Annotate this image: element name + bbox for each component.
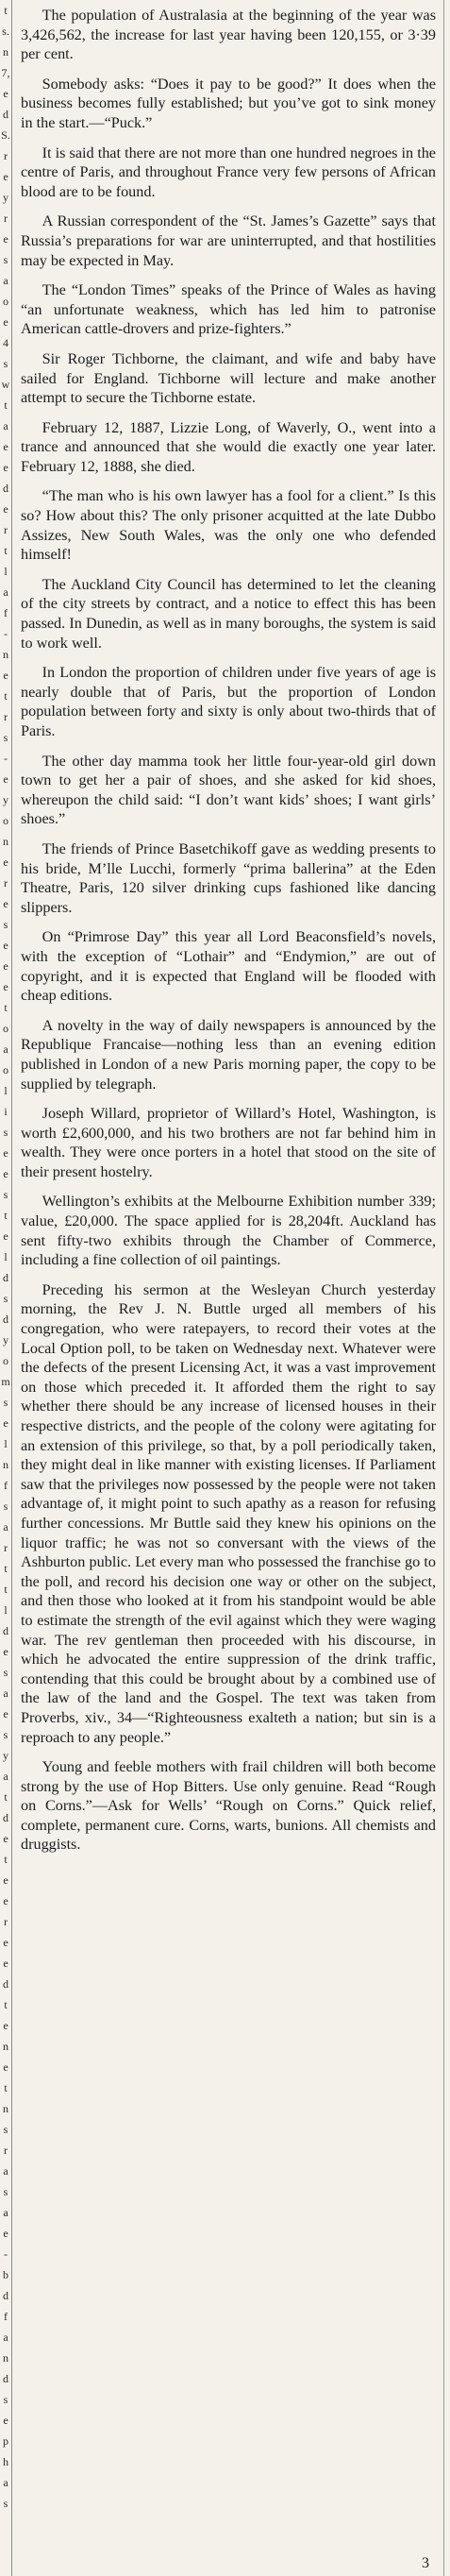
margin-char: a bbox=[3, 2330, 8, 2344]
margin-char: e bbox=[3, 1229, 8, 1243]
margin-char: e bbox=[3, 897, 8, 910]
margin-char: i bbox=[4, 1105, 8, 1118]
margin-char: b bbox=[3, 2268, 8, 2281]
margin-char: w bbox=[1, 378, 10, 391]
margin-char: e bbox=[3, 1416, 8, 1430]
margin-char: e bbox=[3, 2414, 8, 2427]
adjacent-column-edge bbox=[0, 0, 12, 2576]
margin-char: e bbox=[3, 959, 8, 973]
margin-char: a bbox=[3, 419, 8, 432]
margin-char: n bbox=[3, 648, 8, 661]
paragraph: The other day mamma took her little four-year-old girl down town to get her a pair of shoes, and she asked for kid shoes, whereupon the child said: “I don’t want kids’ shoes; I want girls’ shoes.” bbox=[21, 752, 436, 828]
margin-char: n bbox=[3, 45, 8, 59]
margin-char: d bbox=[3, 1811, 8, 1824]
margin-char: f bbox=[4, 1479, 8, 1492]
margin-char: s bbox=[3, 918, 8, 931]
margin-char: a bbox=[3, 274, 8, 287]
margin-char: r bbox=[4, 1915, 8, 1928]
margin-char: 7, bbox=[1, 66, 10, 79]
margin-char: d bbox=[3, 482, 8, 495]
margin-char: y bbox=[3, 1333, 8, 1347]
margin-char: t bbox=[4, 1001, 8, 1014]
margin-char: o bbox=[3, 1063, 8, 1076]
margin-char: s bbox=[3, 1500, 8, 1513]
margin-char: o bbox=[3, 1022, 8, 1035]
margin-char: o bbox=[3, 814, 8, 827]
margin-char: e bbox=[3, 1957, 8, 1970]
margin-char: e bbox=[3, 1167, 8, 1180]
paragraph: Somebody asks: “Does it pay to be good?” It does when the business becomes fully established; but you’ve got to sink money in the start.—“Puck.” bbox=[21, 75, 436, 131]
margin-char: l bbox=[4, 1084, 8, 1097]
paragraph: “The man who is his own lawyer has a fool for a client.” Is this so? How about this? The only prisoner acquitted at the late Dubbo Assizes, New South Wales, was the only one who defended himself! bbox=[21, 487, 436, 564]
margin-char: e bbox=[3, 856, 8, 869]
margin-char: s bbox=[3, 1396, 8, 1409]
margin-char: e bbox=[3, 2060, 8, 2074]
paragraph: Sir Roger Tichborne, the claimant, and wife and baby have sailed for England. Tichborne will lecture and make another attempt to secure the Tichborne estate. bbox=[21, 349, 436, 407]
margin-char: t bbox=[4, 1853, 8, 1866]
margin-char: a bbox=[3, 1686, 8, 1700]
margin-char: e bbox=[3, 87, 8, 100]
margin-char: s bbox=[3, 2497, 8, 2510]
margin-char: t bbox=[4, 544, 8, 557]
margin-char: n bbox=[3, 835, 8, 848]
margin-char: t bbox=[4, 1209, 8, 1222]
margin-char: e bbox=[3, 1832, 8, 1845]
margin-char: r bbox=[4, 149, 8, 162]
margin-char: s bbox=[3, 2185, 8, 2198]
margin-char: e bbox=[3, 1146, 8, 1160]
margin-char: s bbox=[3, 1292, 8, 1305]
margin-char: e bbox=[3, 1936, 8, 1949]
margin-char: t bbox=[4, 4, 8, 17]
margin-char: d bbox=[3, 1977, 8, 1991]
margin-char: a bbox=[3, 2206, 8, 2219]
margin-char: s bbox=[3, 1188, 8, 1201]
margin-char: t bbox=[4, 1790, 8, 1804]
margin-char: e bbox=[3, 232, 8, 246]
margin-char: d bbox=[3, 2372, 8, 2385]
margin-char: a bbox=[3, 2476, 8, 2489]
margin-char: h bbox=[3, 2455, 8, 2468]
margin-char: e bbox=[3, 2019, 8, 2032]
margin-char: t bbox=[4, 689, 8, 703]
margin-char: y bbox=[3, 793, 8, 806]
margin-char: r bbox=[4, 710, 8, 723]
margin-char: r bbox=[4, 2144, 8, 2157]
margin-char: d bbox=[3, 1624, 8, 1637]
margin-char: a bbox=[3, 585, 8, 599]
margin-char: e bbox=[3, 502, 8, 516]
margin-char: s. bbox=[2, 25, 9, 38]
margin-char: - bbox=[4, 2247, 8, 2261]
margin-char: e bbox=[3, 669, 8, 682]
margin-char: e bbox=[3, 980, 8, 993]
margin-char: e bbox=[3, 772, 8, 786]
margin-char: s bbox=[3, 357, 8, 370]
margin-char: l bbox=[4, 565, 8, 578]
margin-char: f bbox=[4, 606, 8, 619]
paragraph: On “Primrose Day” this year all Lord Beaconsfield’s novels, with the exception of “Lothair” and “Endymion,” are out of copyright, and it is expected that England will be flooded with cheap editions. bbox=[21, 928, 436, 1005]
margin-char: r bbox=[4, 1541, 8, 1554]
margin-char: d bbox=[3, 1271, 8, 1284]
margin-char: e bbox=[3, 1873, 8, 1887]
paragraph: Wellington’s exhibits at the Melbourne Exhibition number 339; value, £20,000. The space applied for is 28,204ft. Auckland has sent fifty-two exhibits through the Chamber of Commerce, including a fine collection of oil paintings. bbox=[21, 1193, 436, 1269]
margin-char: e bbox=[3, 315, 8, 329]
paragraph: February 12, 1887, Lizzie Long, of Waverly, O., went into a trance and announced that she would die exactly one year later. February 12, 1888, she died. bbox=[21, 418, 436, 475]
margin-char: n bbox=[3, 2351, 8, 2364]
paragraph: The population of Australasia at the beginning of the year was 3,426,562, the increase for last year having been 120,155, or 3·39 per cent. bbox=[21, 7, 436, 63]
margin-char: e bbox=[3, 1645, 8, 1658]
margin-char: d bbox=[3, 108, 8, 121]
margin-char: e bbox=[3, 170, 8, 183]
article-column bbox=[21, 6, 436, 1865]
margin-char: s bbox=[3, 1126, 8, 1139]
margin-char: 4 bbox=[3, 336, 8, 349]
margin-char: t bbox=[4, 1998, 8, 2011]
margin-char: r bbox=[4, 523, 8, 536]
paragraph: Preceding his sermon at the Wesleyan Church yesterday morning, the Rev J. N. Buttle urged all members of his congregation, who were ratepayers, to record their votes at the Local Option poll, to be taken on Wednesday next. Whatever were the defects of the present Licensing Act, it was a vast improvement on those which preceded it. It afforded them the right to say whether there should be any increase of licensed houses in their respective districts, and the people of the colony were agitating for an extension of this privilege, so that, by a poll periodically taken, they might deal in like manner with existing licenses. If Parliament saw that the privileges now possessed by the people were not taken advantage of, it might point to such apathy as a reason for refusing further concessions. Mr Buttle said they knew his opinions on the liquor traffic; he was not so conversant with the views of the Ashburton public. Let every man who possessed the franchise go to the poll, and record his decision one way or other on the subject, and then those who looked at it from his standpoint would be able to estimate the strength of the evil against which they were waging war. The rev gentleman then proceeded with his discourse, in which he advocated the entire suppression of the drink traffic, contending that this could be brought about by a combined use of the law of the land and the Gospel. The text was taken from Proverbs, xiv., 34—“Righteousness exalteth a nation; but sin is a reproach to any people.” bbox=[21, 1280, 436, 1746]
margin-char: e bbox=[3, 1707, 8, 1720]
paragraph: Joseph Willard, proprietor of Willard’s Hotel, Washington, is worth £2,600,000, and his two brothers are not far behind him in wealth. They were once porters in a hotel that stood on the site of their present hostelry. bbox=[21, 1105, 436, 1180]
margin-char: e bbox=[3, 2227, 8, 2240]
margin-char: n bbox=[3, 1458, 8, 1471]
margin-char: n bbox=[3, 2102, 8, 2115]
margin-char: e bbox=[3, 939, 8, 952]
margin-char: r bbox=[4, 876, 8, 890]
margin-char: f bbox=[4, 2310, 8, 2323]
margin-char: a bbox=[3, 1770, 8, 1783]
margin-char: o bbox=[3, 1354, 8, 1367]
margin-char: s bbox=[3, 1666, 8, 1679]
margin-char: s bbox=[3, 2123, 8, 2136]
paragraph: In London the proportion of children under five years of age is nearly double that of Paris, but the proportion of London population between forty and sixty is only about two-thirds that of Paris. bbox=[21, 664, 436, 739]
margin-char: n bbox=[3, 2040, 8, 2053]
paragraph: The “London Times” speaks of the Prince of Wales as having “an unfortunate weakness, which has led him to patronise American cattle-drovers and prize-fighters.” bbox=[21, 281, 436, 338]
column-rule bbox=[443, 0, 444, 2576]
margin-char: l bbox=[4, 1603, 8, 1617]
margin-char: y bbox=[3, 1749, 8, 1762]
paragraph: The Auckland City Council has determined to let the cleaning of the city streets by contract, and a notice to effect this has been passed. In Dunedin, as well as in many boroughs, the system is said to work well. bbox=[21, 575, 436, 652]
margin-char: o bbox=[3, 295, 8, 308]
margin-char: l bbox=[4, 1250, 8, 1263]
margin-char: t bbox=[4, 1562, 8, 1575]
margin-char: t bbox=[4, 2081, 8, 2094]
margin-char: s bbox=[3, 1728, 8, 1741]
margin-char: y bbox=[3, 191, 8, 204]
margin-char: r bbox=[4, 212, 8, 225]
margin-char: e bbox=[3, 461, 8, 474]
margin-char: e bbox=[3, 440, 8, 453]
margin-char: t bbox=[4, 398, 8, 412]
margin-char: e bbox=[3, 1894, 8, 1907]
margin-char: s bbox=[3, 2393, 8, 2406]
margin-char: - bbox=[4, 627, 8, 640]
paragraph: A novelty in the way of daily newspapers is announced by the Republique Francaise—nothing less than an evening edition published in London of a new Paris morning paper, the copy to be supplied by telegraph. bbox=[21, 1016, 436, 1093]
page-number: 3 bbox=[422, 2555, 429, 2571]
margin-char: S. bbox=[1, 128, 10, 142]
margin-char: s bbox=[3, 253, 8, 266]
margin-char: p bbox=[3, 2434, 8, 2448]
margin-char: m bbox=[1, 1375, 10, 1388]
margin-char: - bbox=[4, 752, 8, 765]
paragraph: Young and feeble mothers with frail children will both become strong by the use of Hop Bitters. Use only genuine. Read “Rough on Corns.”—Ask for Wells’ “Rough on Corns.” Quick relief, complete, permanent cure. Corns, warts, bunions. All chemists and druggists. bbox=[21, 1758, 436, 1854]
margin-char: s bbox=[3, 731, 8, 744]
margin-char: a bbox=[3, 2164, 8, 2178]
margin-char: t bbox=[4, 1583, 8, 1596]
margin-char: l bbox=[4, 1437, 8, 1450]
margin-char: d bbox=[3, 2289, 8, 2302]
paragraph: A Russian correspondent of the “St. James’s Gazette” says that Russia’s preparations for war are uninterrupted, and that hostilities may be expected in May. bbox=[21, 212, 436, 269]
margin-char: d bbox=[3, 1313, 8, 1326]
margin-char: a bbox=[3, 1042, 8, 1056]
paragraph: It is said that there are not more than one hundred negroes in the centre of Paris, and throughout France very few persons of African blood are to be found. bbox=[21, 144, 436, 200]
paragraph: The friends of Prince Basetchikoff gave as wedding presents to his bride, M’lle Lucchi, formerly “prima ballerina” at the Eden Theatre, Paris, 120 silver drinking cups fashioned like dancing slippers. bbox=[21, 839, 436, 916]
margin-char: a bbox=[3, 1520, 8, 1534]
